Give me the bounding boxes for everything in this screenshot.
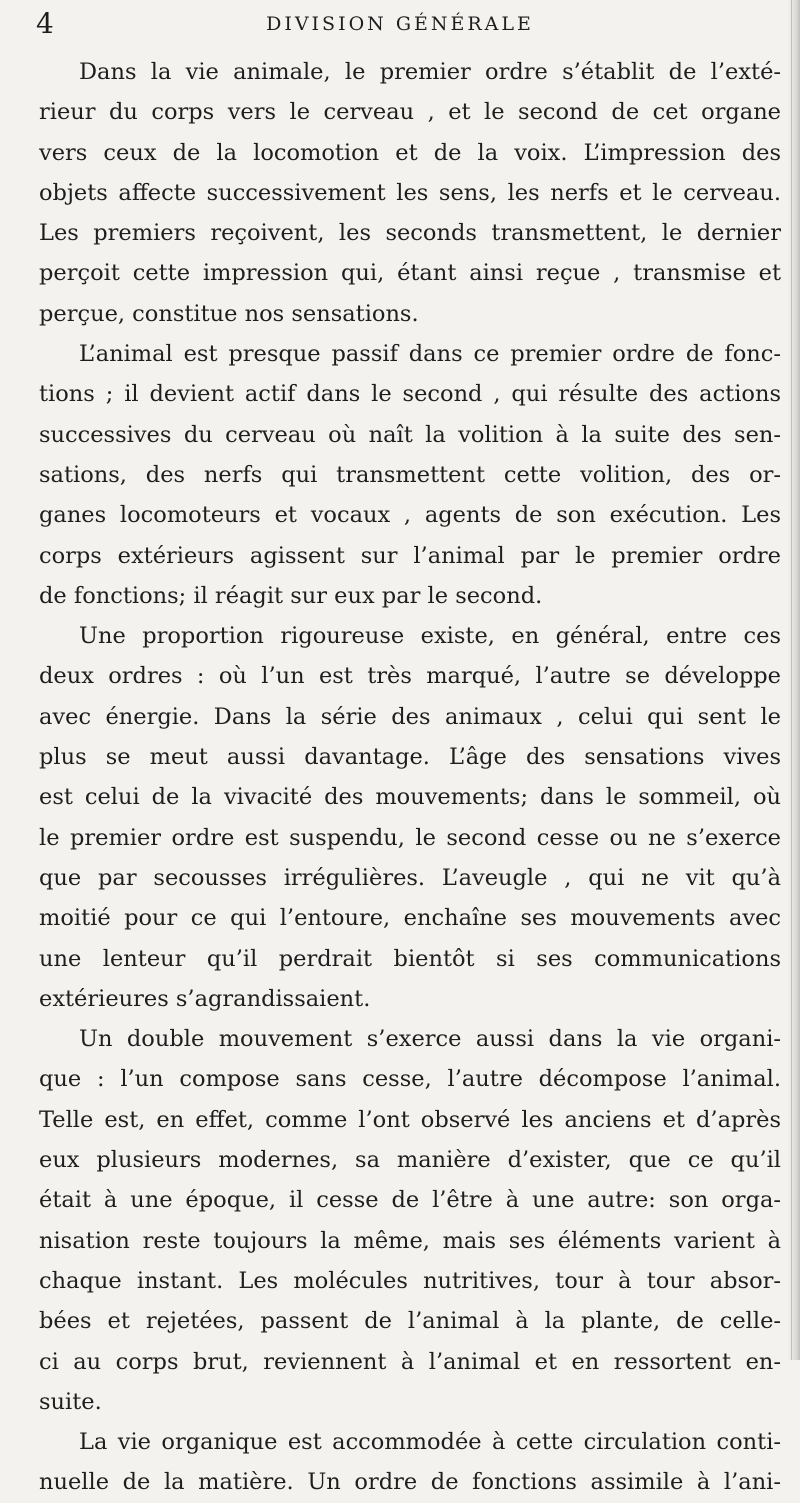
text-line: Un double mouvement s’exerce aussi dans la vie organi- [79, 1026, 781, 1053]
text-line: vers ceux de la locomotion et de la voix. L’impression des [39, 139, 781, 166]
text-line: de fonctions; il réagit sur eux par le second. [39, 582, 543, 609]
page-edge-shadow [788, 0, 800, 1360]
text-line: était à une époque, il cesse de l’être à une autre: son orga- [39, 1187, 781, 1214]
page-header [0, 4, 800, 44]
page-number: 4 [36, 7, 54, 40]
text-line: chaque instant. Les molécules nutritives, tour à tour absor- [39, 1267, 781, 1294]
text-line: objets affecte successivement les sens, les nerfs et le cerveau. [39, 179, 781, 206]
text-line: ci au corps brut, reviennent à l’animal et en ressortent en- [39, 1348, 781, 1375]
text-line: deux ordres : où l’un est très marqué, l’autre se développe [39, 663, 781, 690]
text-line: rieur du corps vers le cerveau , et le second de cet organe [39, 99, 781, 126]
text-line: nuelle de la matière. Un ordre de fonctions assimile à l’ani- [39, 1469, 781, 1496]
text-line: eux plusieurs modernes, sa manière d’exister, que ce qu’il [39, 1147, 781, 1174]
text-line: perçoit cette impression qui, étant ainsi reçue , transmise et [39, 260, 781, 287]
text-line: extérieures s’agrandissaient. [39, 985, 371, 1012]
text-line: Une proportion rigoureuse existe, en général, entre ces [79, 623, 781, 650]
text-line: le premier ordre est suspendu, le second cesse ou ne s’exerce [39, 824, 781, 851]
text-line: ganes locomoteurs et vocaux , agents de son exécution. Les [39, 502, 781, 529]
text-line: une lenteur qu’il perdrait bientôt si ses communications [39, 945, 781, 972]
running-title: DIVISION GÉNÉRALE [266, 13, 534, 35]
text-line: successives du cerveau où naît la volition à la suite des sen- [39, 421, 781, 448]
text-line: que par secousses irrégulières. L’aveugle , qui ne vit qu’à [39, 864, 781, 891]
text-line: que : l’un compose sans cesse, l’autre décompose l’animal. [39, 1066, 781, 1093]
text-line: plus se meut aussi davantage. L’âge des sensations vives [39, 744, 781, 771]
text-line: sations, des nerfs qui transmettent cette volition, des or- [39, 461, 781, 488]
text-line: L’animal est presque passif dans ce premier ordre de fonc- [79, 341, 781, 368]
text-line: moitié pour ce qui l’entoure, enchaîne ses mouvements avec [39, 905, 781, 932]
text-line: Telle est, en effet, comme l’ont observé les anciens et d’après [39, 1106, 781, 1133]
text-line: bées et rejetées, passent de l’animal à la plante, de celle- [39, 1308, 781, 1335]
text-line: Dans la vie animale, le premier ordre s’établit de l’exté- [79, 59, 781, 85]
text-line: tions ; il devient actif dans le second , qui résulte des actions [39, 381, 781, 408]
text-line: suite. [39, 1388, 102, 1415]
text-line: corps extérieurs agissent sur l’animal par le premier ordre [39, 542, 781, 569]
text-line: avec énergie. Dans la série des animaux , celui qui sent le [39, 703, 781, 730]
text-line: La vie organique est accommodée à cette circulation conti- [79, 1429, 781, 1456]
text-line: est celui de la vivacité des mouvements; dans le sommeil, où [39, 784, 781, 811]
text-line: nisation reste toujours la même, mais ses éléments varient à [39, 1227, 781, 1254]
text-line: Les premiers reçoivent, les seconds transmettent, le dernier [39, 220, 781, 247]
body-text [39, 52, 781, 1503]
text-line: perçue, constitue nos sensations. [39, 300, 419, 327]
